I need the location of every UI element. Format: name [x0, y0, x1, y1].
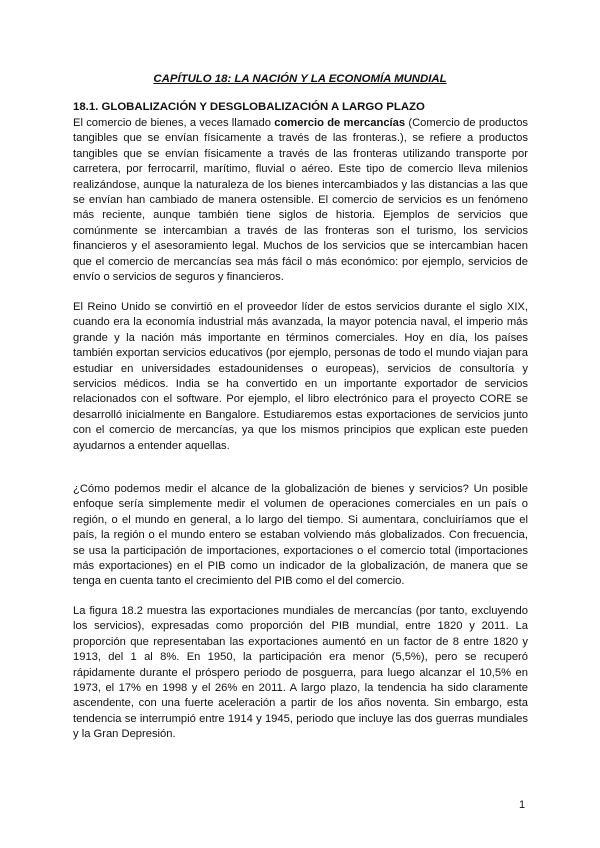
section-title: 18.1. GLOBALIZACIÓN Y DESGLOBALIZACIÓN A LARGO PLAZO [73, 101, 425, 113]
paragraph-measuring-globalization: ¿Cómo podemos medir el alcance de la globalización de bienes y servicios? Un posible enfoque sería simplemente medir el volumen de operaciones comerciales en un país o región, o el mundo en general, a lo largo del tiempo. Si aumentara, concluiríamos que el país, la región o el mundo entero se estaban volviendo más globalizados. Con frecuencia, se usa la participación de importaciones, exportaciones o el comercio total (importaciones más exportaciones) en el PIB como un indicador de la globalización, de manera que se tenga en cuenta tanto el crecimiento del PIB como el del comercio. [73, 483, 528, 588]
paragraph-goods-trade [73, 116, 528, 285]
paragraph-text: (Comercio de productos tangibles que se envían físicamente a través de las fronteras.), se refiere a productos tangibles que se envían físicamente a través de las fronteras utilizando transporte por carretera, por ferrocarril, marítimo, fluvial o aéreo. Este tipo de comercio lleva milenios realizándose, aunque la naturaleza de los bienes intercambiados y las distancias a las que se envían han cambiado de manera ostensible. El comercio de servicios es un fenómeno más reciente, aunque también tiene siglos de historia. Ejemplos de servicios que comúnmente se intercambian a través de las fronteras son el turismo, los servicios financieros y el asesoramiento legal. Muchos de los servicios que se intercambian hacen que el comercio de mercancías sea más fácil o más económico: por ejemplo, servicios de envío o servicios de seguros y financieros. [73, 117, 529, 284]
paragraph-uk-services: El Reino Unido se convirtió en el proveedor líder de estos servicios durante el siglo XIX, cuando era la economía industrial más avanzada, la mayor potencia naval, el imperio más grande y la nación más importante en términos comerciales. Hoy en día, los países también exportan servicios educativos (por ejemplo, personas de todo el mundo viajan para estudiar en universidades estadounidenses o europeas), servicios de consultoría y servicios médicos. India se ha convertido en un importante exportador de servicios relacionados con el software. Por ejemplo, el libro electrónico para el proyecto CORE se desarrolló inicialmente en Bangalore. Estudiaremos estas exportaciones de servicios junto con el comercio de mercancías, ya que los mismos principios que explican este pueden ayudarnos a entender aquellas. [73, 301, 528, 452]
key-term: comercio de mercancías [274, 117, 406, 129]
chapter-title: CAPÍTULO 18: LA NACIÓN Y LA ECONOMÍA MUNDIAL [153, 73, 447, 85]
paragraph-export-share: La figura 18.2 muestra las exportaciones mundiales de mercancías (por tanto, excluyendo los servicios), expresadas como proporción del PIB mundial, entre 1820 y 2011. La proporción que representaban las exportaciones aumentó en un factor de 8 entre 1820 y 1913, del 1 al 8%. En 1950, la participación era menor (5,5%), pero se recuperó rápidamente durante el próspero periodo de posguerra, para luego alcanzar el 10,5% en 1973, el 17% en 1998 y el 26% en 2011. A largo plazo, la tendencia ha sido claramente ascendente, con una fuerte aceleración a partir de los años noventa. Sin embargo, esta tendencia se interrumpió entre 1914 y 1945, periodo que incluye las dos guerras mundiales y la Gran Depresión. [73, 605, 528, 741]
page-number: 1 [519, 799, 526, 811]
paragraph-text: El comercio de bienes, a veces llamado [73, 117, 275, 129]
